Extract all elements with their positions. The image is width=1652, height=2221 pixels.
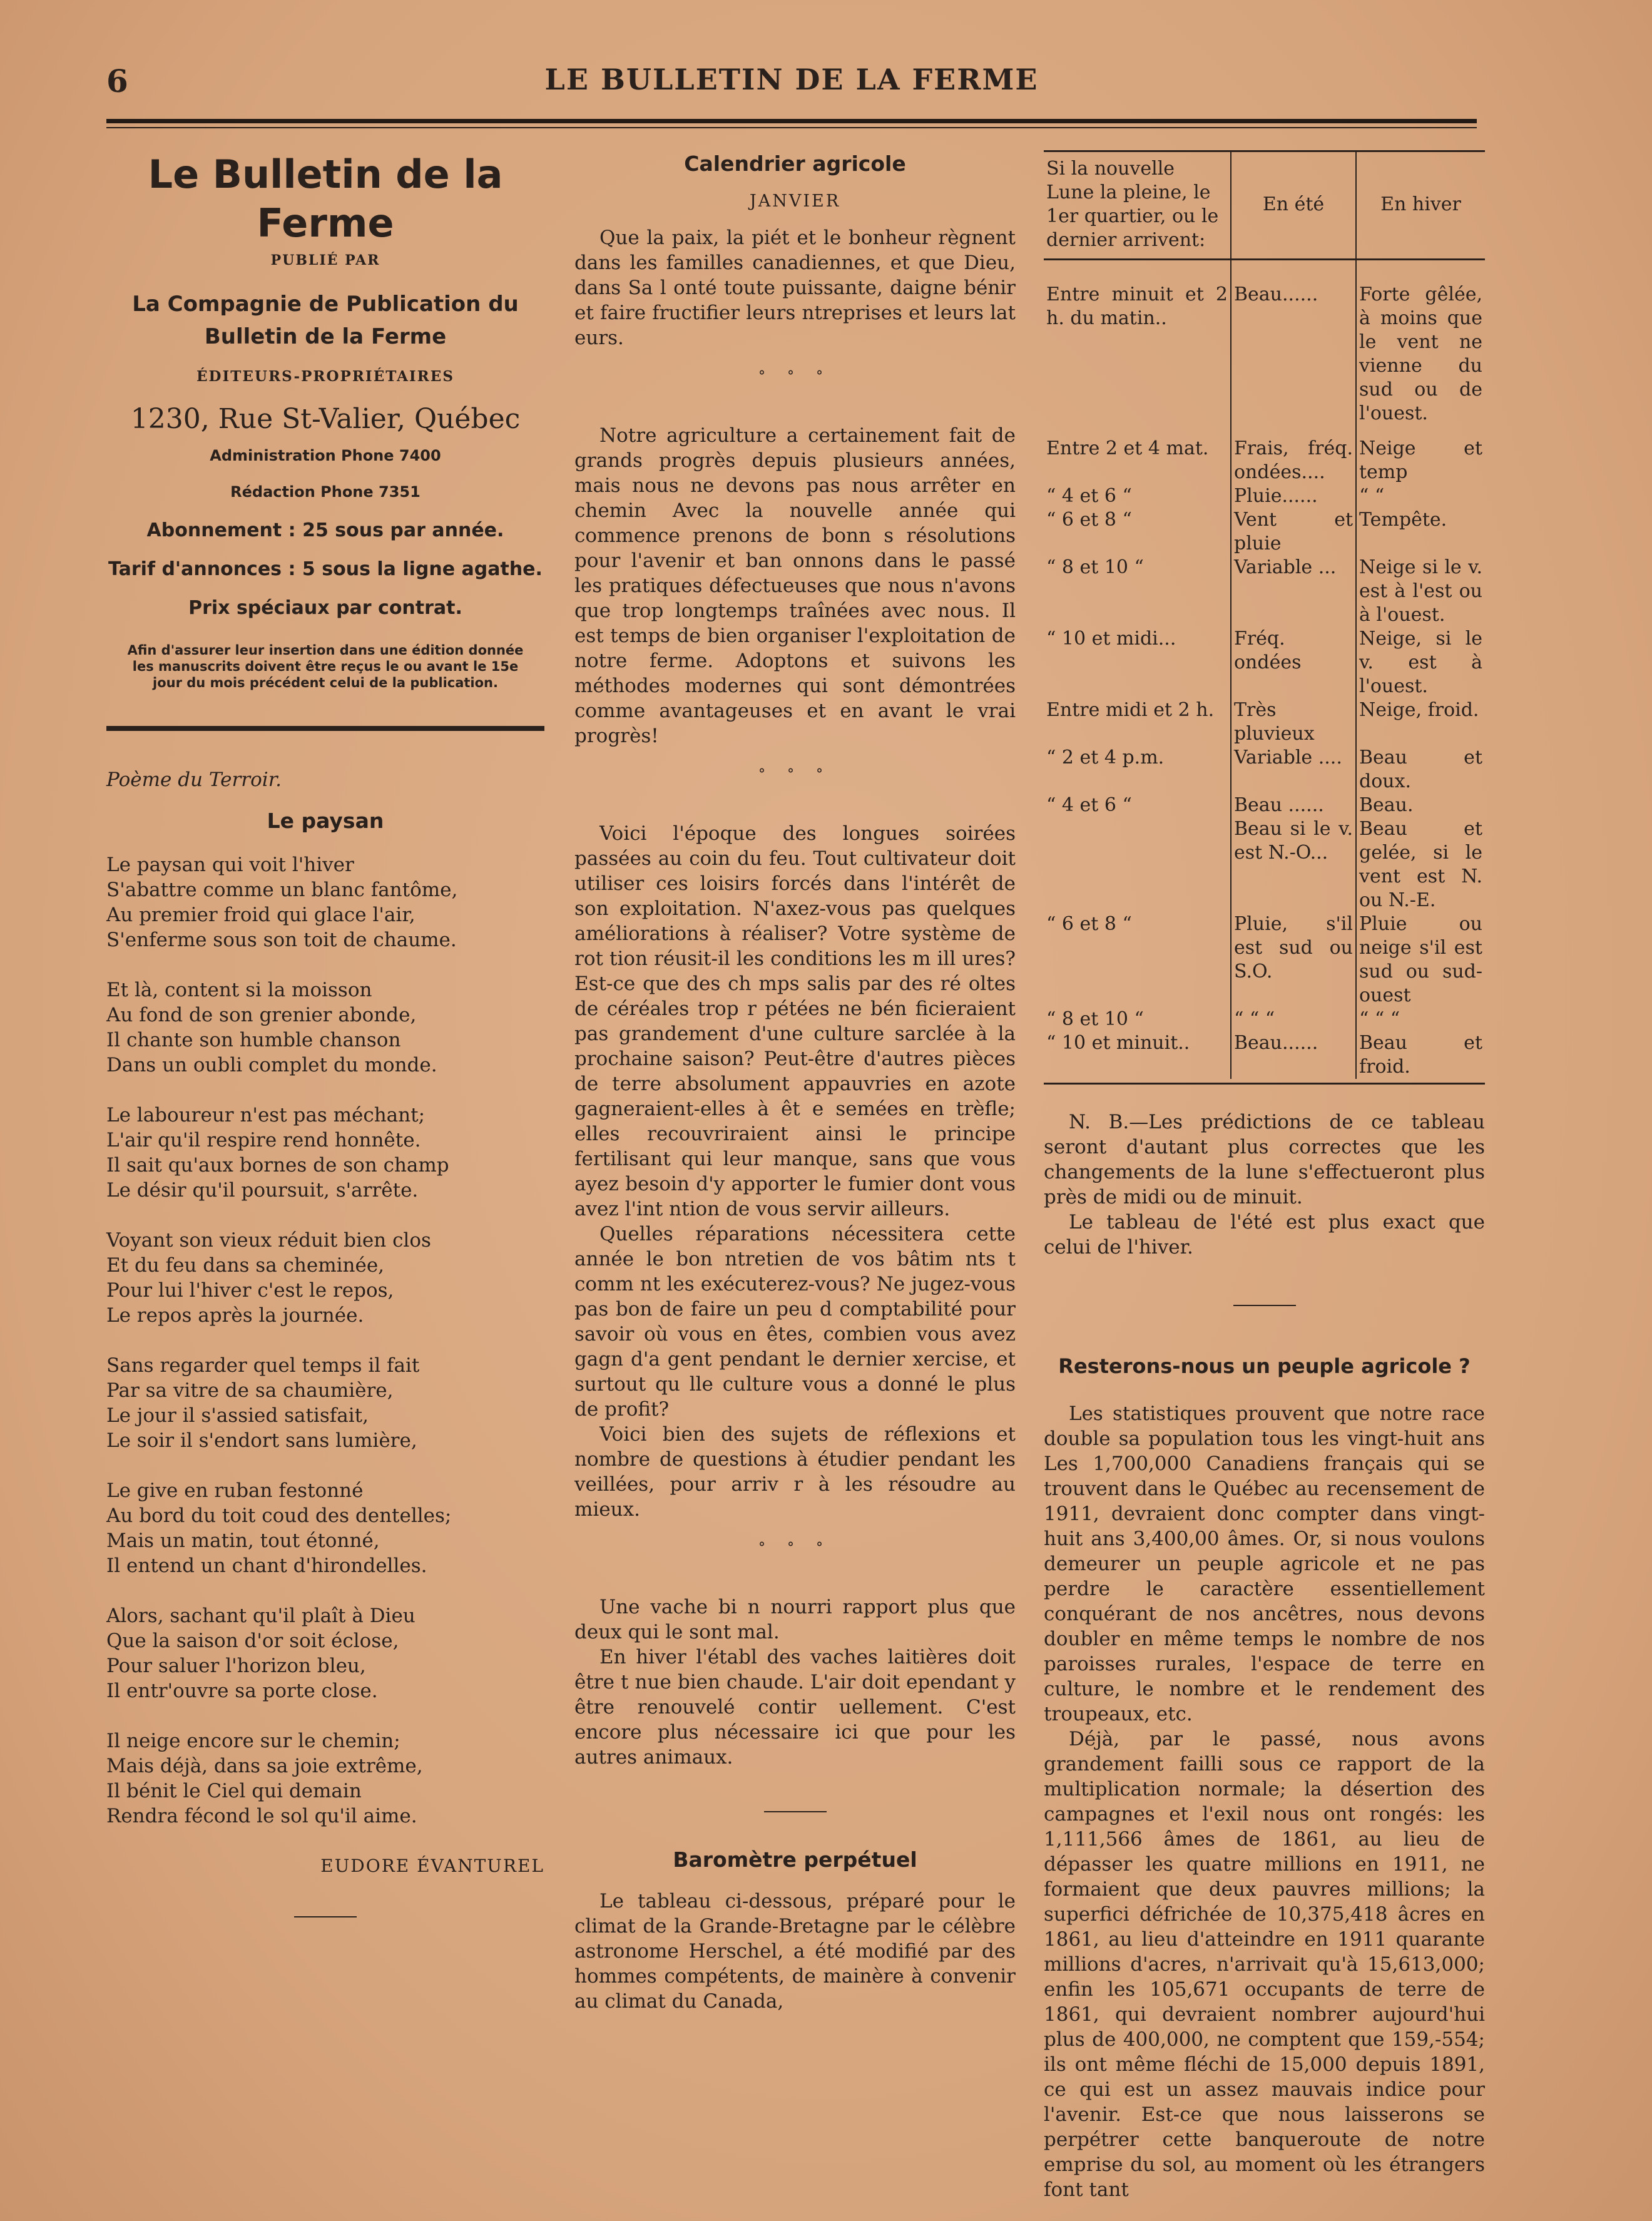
poem-title: Le paysan (267, 809, 384, 833)
column-middle (574, 150, 1016, 2014)
calendrier-paragraph: Voici bien des sujets de réflexions et nombre de questions à étudier pendant les veillées, pour arriv r à les résoudre au mieux. (574, 1423, 1016, 1521)
poem-line: Alors, sachant qu'il plaît à Dieu (106, 1605, 416, 1627)
masthead-publie-par: PUBLIÉ PAR (270, 252, 380, 268)
table-row (1044, 627, 1485, 698)
table-cell (1044, 817, 1231, 912)
masthead-address: 1230, Rue St-Valier, Québec (130, 403, 521, 435)
section-rule (764, 1811, 827, 1812)
table-cell: “ “ (1356, 484, 1485, 508)
barometre-ete-note: Le tableau de l'été est plus exact que celui de l'hiver. (1044, 1211, 1485, 1259)
poem-end-rule (294, 1916, 357, 1917)
company-line-2: Bulletin de la Ferme (204, 324, 447, 349)
poem-line: Dans un oubli complet du monde. (106, 1054, 437, 1076)
company-line-1: La Compagnie de Publication du (132, 292, 519, 317)
masthead-company (106, 288, 544, 353)
table-cell: Beau et froid. (1356, 1031, 1485, 1079)
header-rule (106, 119, 1477, 123)
section-rule (1233, 1305, 1296, 1306)
poem-line: Voyant son vieux réduit bien clos (106, 1229, 431, 1252)
table-cell: Variable .... (1231, 746, 1356, 794)
header-cell: En hiver (1356, 151, 1485, 260)
poem-stanza (106, 1353, 544, 1453)
table-row (1044, 508, 1485, 556)
poem-stanza (106, 1103, 544, 1203)
table-cell: Vent et pluie (1231, 508, 1356, 556)
poem-line: Mais un matin, tout étonné, (106, 1529, 380, 1552)
calendrier-month: JANVIER (749, 191, 841, 211)
table-cell: Entre midi et 2 h. (1046, 699, 1215, 721)
table-cell: Beau et gelée, si le vent est N. ou N.-E. (1356, 817, 1485, 912)
poem-line: Le désir qu'il poursuit, s'arrête. (106, 1179, 419, 1202)
section-ornament: ° ° ° (758, 369, 832, 384)
poem-line: Le paysan qui voit l'hiver (106, 854, 354, 876)
poem-line: Sans regarder quel temps il fait (106, 1354, 420, 1377)
table-cell: Pluie ou neige s'il est sud ou sud-ouest (1356, 912, 1485, 1008)
poem-line: Il entr'ouvre sa porte close. (106, 1680, 378, 1702)
table-cell: Neige et temp (1356, 426, 1485, 484)
table-cell: “ 4 et 6 “ (1046, 794, 1132, 816)
poem-line: Le give en ruban festonné (106, 1479, 364, 1502)
column-right (1044, 150, 1485, 2202)
peuple-paragraph: Déjà, par le passé, nous avons grandement failli sous ce rapport de la multiplication normale; la désertion des campagnes et l'exil nous ont rongés: les 1,111,566 âmes de 1861, au lieu de dépasser les quatre millions en 1911, ne formaient que deux pauvres millions; la superfici défrichée de 10,375,418 âcres en 1861, au lieu d'atteindre en 1911 quarante millions d'acres, n'arrivait qu'à 15,613,000; enfin les 105,671 occupants de terre de 1861, qui devraient nombrer aujourd'hui plus de 400,000, ne comptent que 159,-554; ils ont même fléchi de 15,000 depuis 1891, ce qui est un assez mauvais indice pour l'avenir. Est-ce que nous laisserons se perpétrer cette banqueroute de notre emprise du sol, au moment où les étrangers font tant (1044, 1728, 1485, 2201)
section-ornament: ° ° ° (758, 767, 832, 782)
calendrier-paragraph: Voici l'époque des longues soirées passées au coin du feu. Tout cultivateur doit utiliser ces loisirs forcés dans l'intérêt de son exploitation. N'axez-vous pas quelques améliorations à réaliser? Votre système de rot tion réusit-il les conditions les m ill ures? Est-ce que des ch mps salis par des ré oltes de céréales trop r pétées ne bén ficieraient pas grandement d'une culture sarclée à la prochaine saison? Peut-être d'autres pièces de terre absolument appauvries en azote gagneraient-elles à êt e semées en trèfle; elles recouvriraient ainsi le principe fertilisant qui leur manque, sans que vous ayez besoin d'y apporter le fumier dont vous avez l'int ntion de vous servir ailleurs. (574, 822, 1016, 1220)
poem-line: Pour lui l'hiver c'est le repos, (106, 1279, 394, 1302)
poem-line: Le repos après la journée. (106, 1304, 364, 1327)
poem-line: Que la saison d'or soit éclose, (106, 1630, 399, 1652)
table-cell: Pluie, s'il est sud ou S.O. (1231, 912, 1356, 1008)
table-row (1044, 794, 1485, 817)
peuple-paragraph: Les statistiques prouvent que notre race double sa population tous les vingt-huit ans Les 1,700,000 Canadiens français qui se trouvent dans le Québec au recensement de 1911, devraient donc compter dans vingt-huit ans 3,400,00 âmes. Or, si nous voulons demeurer un peuple agricole et ne pas perdre le caractère essentiellement conquérant de nos ancêtres, nous devons doubler en même temps le nombre de nos paroisses rurales, l'espace de terre en culture, le nombre et le rendement des troupeaux, etc. (1044, 1402, 1485, 1725)
table-cell: Entre 2 et 4 mat. (1046, 437, 1209, 459)
masthead-title: Le Bulletin de la Ferme (148, 151, 503, 246)
poem-line: L'air qu'il respire rend honnête. (106, 1129, 421, 1151)
poem-line: Et là, content si la moisson (106, 979, 372, 1001)
poem-body (106, 852, 544, 1829)
poem-line: Il bénit le Ciel qui demain (106, 1780, 362, 1802)
table-bottom-rule (1044, 1083, 1485, 1085)
poem-line: S'abattre comme un blanc fantôme, (106, 879, 458, 901)
table-cell: Neige, froid. (1356, 698, 1485, 746)
table-cell: “ 8 et 10 “ (1046, 1008, 1144, 1030)
table-cell: Beau ...... (1231, 794, 1356, 817)
calendrier-paragraph: En hiver l'établ des vaches laitières doit être t nue bien chaude. L'air doit ependant y être renouvelé contir uellement. C'est encore plus nécessaire ici que pour les autres animaux. (574, 1646, 1016, 1769)
table-cell: “ “ “ (1356, 1008, 1485, 1031)
table-cell: “ 8 et 10 “ (1046, 556, 1144, 578)
table-cell: Fréq. ondées (1231, 627, 1356, 698)
poem-line: Il sait qu'aux bornes de son champ (106, 1154, 449, 1177)
barometre-title: Baromètre perpétuel (673, 1847, 917, 1872)
table-cell: Neige si le v. est à l'est ou à l'ouest. (1356, 556, 1485, 627)
calendrier-paragraph: Quelles réparations nécessitera cette année le bon ntretien de vos bâtim nts t comm nt les exécuterez-vous? Ne jugez-vous pas bon de faire un peu d comptabilité pour savoir où vous en êtes, combien vous avez gagn d'a gent pendant le dernier xercise, et surtout qu lle culture vous a donné le plus de profit? (574, 1223, 1016, 1421)
barometre-table-body (1044, 260, 1485, 1080)
tarif-annonces: Tarif d'annonces : 5 sous la ligne agathe. (108, 558, 543, 580)
calendrier-paragraph: Notre agriculture a certainement fait de grands progrès depuis plusieurs années, mais nous ne devons pas nous arrêter en chemin Avec la nouvelle année qui commence prenons de bonn s résolutions pour l'avenir et ban onnons dans le passé les pratiques défectueuses que nous n'avons que trop longtemps traînées avec nous. Il est temps de bien organiser l'exploitation de notre ferme. Adoptons et suivons les méthodes modernes qui sont démontrées comme avantageuses et en avant le vrai progrès! (574, 424, 1016, 747)
calendrier-title: Calendrier agricole (684, 151, 906, 176)
prix-speciaux: Prix spéciaux par contrat. (188, 597, 462, 619)
redaction-phone: Rédaction Phone 7351 (230, 483, 421, 501)
table-cell: Beau si le v. est N.-O... (1231, 817, 1356, 912)
poem-line: S'enferme sous son toit de chaume. (106, 929, 457, 951)
table-cell: “ 6 et 8 “ (1046, 913, 1132, 935)
running-title: LE BULLETIN DE LA FERME (544, 63, 1039, 96)
poem-stanza (106, 978, 544, 1078)
poem-line: Par sa vitre de sa chaumière, (106, 1379, 394, 1402)
table-cell: “ “ “ (1231, 1008, 1356, 1031)
running-header (106, 63, 1477, 106)
table-row (1044, 556, 1485, 627)
table-cell: Neige, si le v. est à l'ouest. (1356, 627, 1485, 698)
poem-line: Mais déjà, dans sa joie extrême, (106, 1755, 423, 1777)
table-row (1044, 1031, 1485, 1079)
poem-line: Le soir il s'endort sans lumière, (106, 1429, 417, 1452)
masthead-rule (106, 726, 544, 731)
poem-line: Rendra fécond le sol qu'il aime. (106, 1805, 417, 1827)
barometre-nb: N. B.—Les prédictions de ce tableau seront d'autant plus correctes que les changements de la lune s'effectueront plus près de midi ou de minuit. (1044, 1111, 1485, 1208)
poem-line: Il entend un chant d'hirondelles. (106, 1555, 427, 1577)
table-cell: Variable ... (1231, 556, 1356, 627)
barometre-table-header (1044, 151, 1485, 260)
poem-line: Pour saluer l'horizon bleu, (106, 1655, 366, 1677)
poem-stanza (106, 1228, 544, 1328)
table-row (1044, 484, 1485, 508)
table-cell: “ 10 et minuit.. (1046, 1032, 1190, 1054)
poem-kicker: Poème du Terroir. (106, 768, 282, 791)
table-row (1044, 1008, 1485, 1031)
section-ornament: ° ° ° (758, 1540, 832, 1556)
table-cell: Beau et doux. (1356, 746, 1485, 794)
poem-line: Et du feu dans sa cheminée, (106, 1254, 385, 1277)
peuple-title: Resterons-nous un peuple agricole ? (1058, 1354, 1471, 1378)
barometre-intro: Le tableau ci-dessous, préparé pour le climat de la Grande-Bretagne par le célèbre astronome Herschel, a été modifié par des hommes compétents, de mainère à convenir au climat du Canada, (574, 1890, 1016, 2013)
table-cell: Entre minuit et 2 h. du matin.. (1046, 283, 1228, 329)
poem-line: Au bord du toit coud des dentelles; (106, 1504, 452, 1527)
calendrier-paragraph: Que la paix, la piét et le bonheur règnent dans les familles canadiennes, et que Dieu, dans Sa l onté toute puissante, daigne bénir et faire fructifier leurs ntreprises et leurs lat eurs. (574, 227, 1016, 349)
table-row (1044, 746, 1485, 794)
table-cell: Tempête. (1356, 508, 1485, 556)
masthead-editeurs: ÉDITEURS-PROPRIÉTAIRES (196, 368, 454, 385)
table-cell: “ 4 et 6 “ (1046, 485, 1132, 507)
poem-line: Le laboureur n'est pas méchant; (106, 1104, 426, 1126)
table-cell: Beau. (1356, 794, 1485, 817)
poem-line: Au premier froid qui glace l'air, (106, 904, 416, 926)
header-cell: En été (1231, 151, 1356, 260)
table-cell: Frais, fréq. ondées.... (1231, 426, 1356, 484)
table-row (1044, 912, 1485, 1008)
page-number: 6 (106, 63, 128, 100)
table-cell: “ 2 et 4 p.m. (1046, 747, 1165, 768)
table-cell: Pluie...... (1231, 484, 1356, 508)
admin-phone: Administration Phone 7400 (210, 447, 441, 464)
poem-author: EUDORE ÉVANTUREL (320, 1856, 544, 1876)
table-cell: Beau...... (1231, 1031, 1356, 1079)
poem-line: Le jour il s'assied satisfait, (106, 1404, 369, 1427)
poem-stanza (106, 852, 544, 952)
table-cell: Beau...... (1231, 260, 1356, 426)
header-cell: Si la nouvelle Lune la pleine, le 1er quartier, ou le dernier arrivent: (1044, 151, 1231, 260)
table-cell: “ 6 et 8 “ (1046, 509, 1132, 531)
table-row (1044, 698, 1485, 746)
table-cell: “ 10 et midi... (1046, 628, 1176, 650)
masthead-note: Afin d'assurer leur insertion dans une édition donnée les manuscrits doivent être reçus le ou avant le 15e jour du mois précédent celui de la publication. (127, 643, 524, 690)
poem-stanza (106, 1603, 544, 1703)
table-cell: Forte gêlée, à moins que le vent ne vienne du sud ou de l'ouest. (1356, 260, 1485, 426)
poem-stanza (106, 1478, 544, 1578)
barometre-table (1044, 150, 1485, 1079)
table-cell: Très pluvieux (1231, 698, 1356, 746)
abonnement: Abonnement : 25 sous par année. (146, 519, 504, 541)
poem-line: Il chante son humble chanson (106, 1029, 401, 1051)
column-left (106, 150, 544, 1917)
header-rule-thin (106, 127, 1477, 128)
table-row (1044, 260, 1485, 426)
poem-line: Au fond de son grenier abonde, (106, 1004, 417, 1026)
calendrier-paragraph: Une vache bi n nourri rapport plus que deux qui le sont mal. (574, 1596, 1016, 1643)
poem-stanza (106, 1728, 544, 1829)
table-row (1044, 817, 1485, 912)
table-row (1044, 426, 1485, 484)
poem-line: Il neige encore sur le chemin; (106, 1730, 400, 1752)
